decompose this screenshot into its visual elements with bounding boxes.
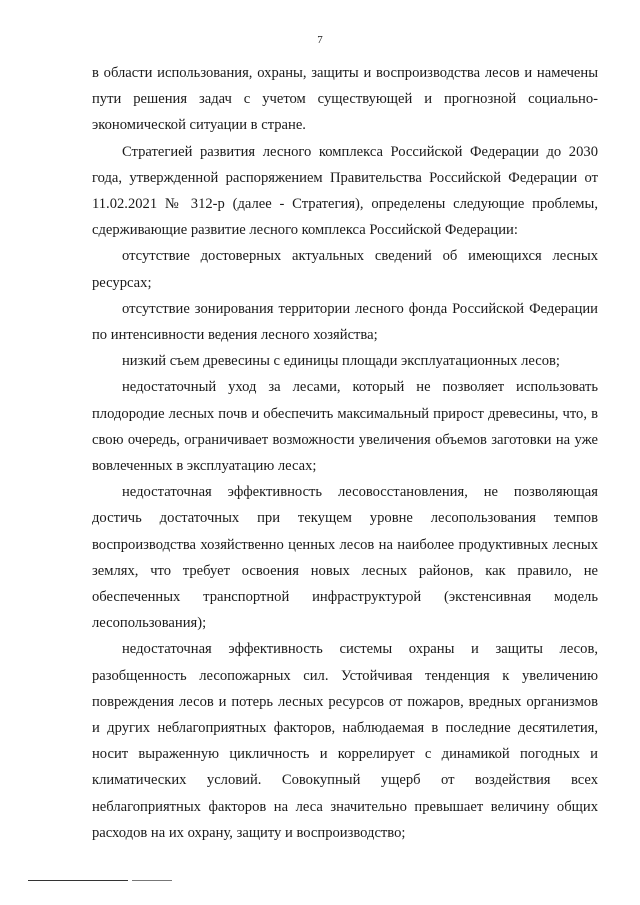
list-item-zoning: отсутствие зонирования территории лесного фонда Российской Федерации по интенсивности ведения лесного хозяйства; [92,300,598,344]
page-number: 7 [317,34,323,46]
paragraph-strategy: Стратегией развития лесного комплекса Российской Федерации до 2030 года, утвержденной распоряжением Правительства Российской Федерации от 11.02.2021 № 312-р (далее - Стратегия), определены следующие проблемы, сдерживающие развитие лесного комплекса Российской Федерации: [92,143,598,239]
paragraph-continuation: в области использования, охраны, защиты и воспроизводства лесов и намечены пути решения задач с учетом существующей и прогнозной социально-экономической ситуации в стране. [92,65,598,134]
footer-rule-secondary [132,880,172,881]
list-item-protection: недостаточная эффективность системы охраны и защиты лесов, разобщенность лесопожарных сил. Устойчивая тенденция к увеличению повреждения лесов и потерь лесных ресурсов от пожаров, вредных организмов и других неблагоприятных факторов, наблюдаемая в последние десятилетия, носит выраженную цикличность и коррелирует с динамикой погодных и климатических условий. Совокупный ущерб от воздействия всех неблагоприятных факторов на леса значительно превышает величину общих расходов на их охрану, защиту и воспроизводство; [92,641,598,841]
list-item-forest-care: недостаточный уход за лесами, который не позволяет использовать плодородие лесных почв и обеспечить максимальный прирост древесины, что, в свою очередь, ограничивает возможности увеличения объемов заготовки на уже вовлеченных в эксплуатацию лесах; [92,379,598,475]
footer-rule [28,880,128,881]
list-item-forest-data: отсутствие достоверных актуальных сведений об имеющихся лесных ресурсах; [92,248,598,291]
list-item-low-yield: низкий съем древесины с единицы площади эксплуатационных лесов; [122,353,560,370]
document-body [92,60,598,846]
list-item-reforestation: недостаточная эффективность лесовосстановления, не позволяющая достичь достаточных при текущем уровне лесопользования темпов воспроизводства хозяйственно ценных лесов на наиболее продуктивных лесных землях, что требует освоения новых лесных районов, как правило, не обеспеченных транспортной инфраструктурой (экстенсивная модель лесопользования); [92,484,598,632]
